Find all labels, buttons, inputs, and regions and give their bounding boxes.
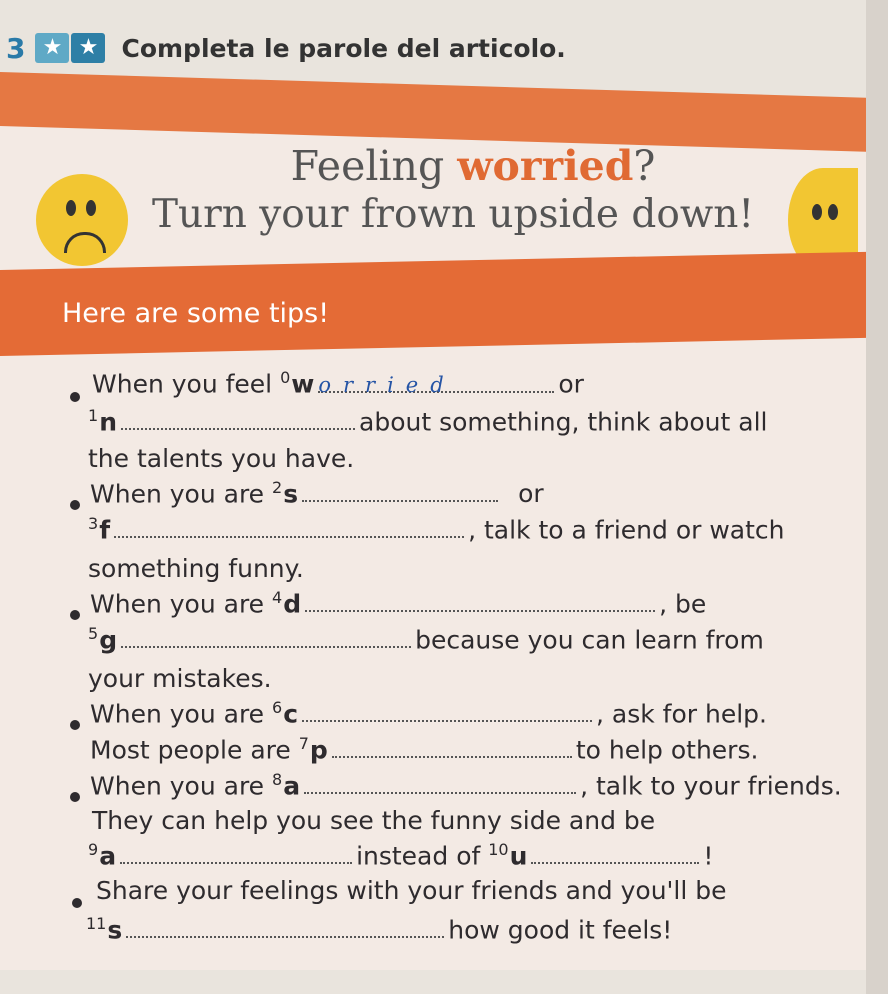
answer-blank[interactable]	[332, 734, 572, 758]
bullet-icon	[70, 720, 80, 730]
bullet-icon	[70, 610, 80, 620]
answer-blank[interactable]	[121, 406, 355, 430]
tip-line: When you are $^6$c , ask for help.	[90, 698, 767, 729]
exercise-number: 3	[6, 31, 26, 65]
tip-line: They can help you see the funny side and be	[92, 806, 656, 835]
answer-blank[interactable]: orried	[318, 369, 554, 393]
answer-blank[interactable]	[121, 624, 411, 648]
answer-blank[interactable]	[120, 840, 352, 864]
tip-line: something funny.	[88, 554, 304, 583]
tip-line: $^5$g because you can learn from	[88, 624, 764, 655]
answer-blank[interactable]	[305, 588, 655, 612]
tip-line: the talents you have.	[88, 444, 355, 473]
answer-blank[interactable]	[126, 914, 444, 938]
article-title: Feeling worried?	[290, 142, 656, 190]
tip-line: When you are $^8$a , talk to your friends.	[90, 770, 842, 801]
bullet-icon	[70, 792, 80, 802]
answer-blank[interactable]	[302, 698, 592, 722]
tip-line: When you are $^4$d , be	[90, 588, 707, 619]
tip-line: $^3$f , talk to a friend or watch	[88, 514, 785, 545]
tip-line: Most people are $^7$p to help others.	[90, 734, 759, 765]
star-icon: ★	[71, 33, 105, 63]
tip-line: Share your feelings with your friends and you'll be	[96, 876, 727, 905]
bullet-icon	[72, 898, 82, 908]
exercise-header	[6, 30, 566, 66]
tips-heading: Here are some tips!	[62, 298, 330, 329]
tip-line: your mistakes.	[88, 664, 272, 693]
bullet-icon	[70, 500, 80, 510]
answer-blank[interactable]	[304, 770, 576, 794]
difficulty-stars	[35, 33, 105, 63]
tip-line: $^1$n about something, think about all	[88, 406, 768, 437]
tip-line: When you are $^2$s or	[90, 478, 544, 509]
star-icon: ★	[35, 33, 69, 63]
tip-line: When you feel $^0$w orried or	[92, 368, 584, 399]
answer-blank[interactable]	[114, 514, 464, 538]
tip-line: $^{11}$s how good it feels!	[86, 914, 673, 945]
answer-blank[interactable]	[531, 840, 699, 864]
bullet-icon	[70, 392, 80, 402]
tip-line: $^9$a instead of $^{10}$u !	[88, 840, 714, 871]
article-subtitle: Turn your frown upside down!	[151, 192, 755, 237]
answer-blank[interactable]	[302, 478, 498, 502]
exercise-instruction: Completa le parole del articolo.	[121, 33, 566, 63]
